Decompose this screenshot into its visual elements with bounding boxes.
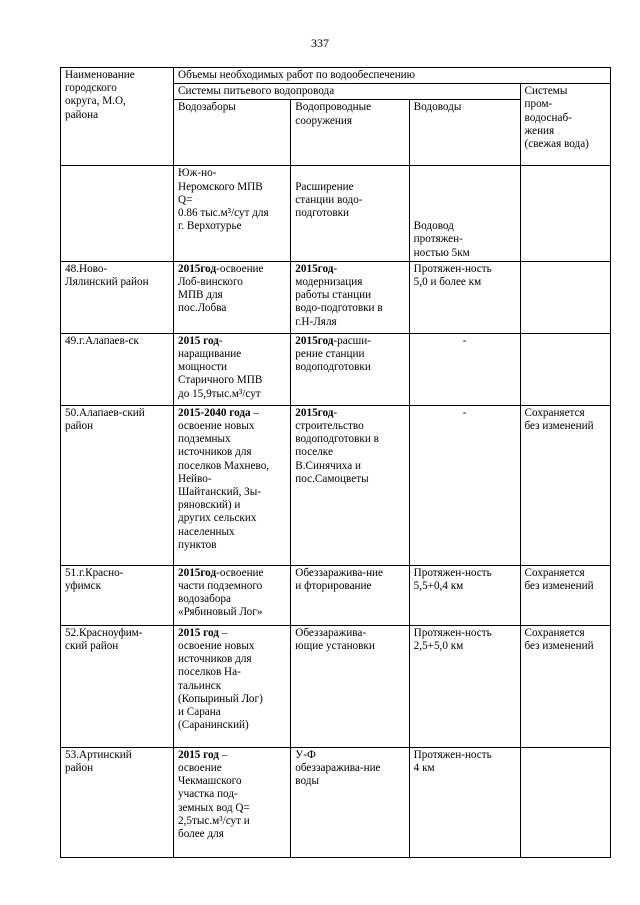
conduit-cell: Водовод протяжен- ностью 5км <box>409 166 520 261</box>
table-row <box>61 405 611 565</box>
intake-cell: 2015год-освоение части подземного водозабора «Рябиновый Лог» <box>174 565 291 625</box>
header-industrial-water: Системы пром- водоснаб- жения (свежая вода) <box>520 84 610 166</box>
conduit-cell: Протяжен-ность 2,5+5,0 км <box>409 625 520 747</box>
table-row <box>61 565 611 625</box>
intake-cell: 2015 год – освоение Чекмашского участка под- земных вод Q= 2,5тыс.м³/сут и более для <box>174 747 291 857</box>
district-name: 52.Красноуфим- ский район <box>61 625 174 747</box>
facility-cell: У-Ф обеззаражива-ние воды <box>291 747 409 857</box>
industrial-cell: Сохраняется без изменений <box>520 405 610 565</box>
header-row-1 <box>61 68 611 84</box>
table-body <box>61 166 611 857</box>
conduit-cell: Протяжен-ность 4 км <box>409 747 520 857</box>
table-row <box>61 261 611 333</box>
conduit-cell: Протяжен-ность 5,5+0,4 км <box>409 565 520 625</box>
industrial-cell <box>520 333 610 405</box>
table-row <box>61 333 611 405</box>
industrial-cell <box>520 166 610 261</box>
table-row <box>61 747 611 857</box>
table-row <box>61 625 611 747</box>
facility-cell: Обеззаражива- ющие установки <box>291 625 409 747</box>
district-name: 50.Алапаев-ский район <box>61 405 174 565</box>
header-district: Наименование городского округа, М.О, района <box>61 68 174 166</box>
facility-cell: 2015год- модернизация работы станции водо-подготовки в г.Н-Ляля <box>291 261 409 333</box>
industrial-cell <box>520 747 610 857</box>
table-row <box>61 166 611 261</box>
facility-cell: Обеззаражива-ние и фторирование <box>291 565 409 625</box>
page-number: 337 <box>311 36 329 50</box>
intake-cell: 2015 год – освоение новых источников для поселков На- тальинск (Копыриный Лог) и Сарана (Саранинский) <box>174 625 291 747</box>
industrial-cell: Сохраняется без изменений <box>520 565 610 625</box>
conduit-cell: Протяжен-ность 5,0 и более км <box>409 261 520 333</box>
facility-cell: Расширение станции водо- подготовки <box>291 166 409 261</box>
conduit-cell: - <box>409 405 520 565</box>
header-facilities: Водопроводные сооружения <box>291 100 409 166</box>
district-name: 51.г.Красно- уфимск <box>61 565 174 625</box>
header-works-volume: Объемы необходимых работ по водообеспечению <box>174 68 611 84</box>
intake-cell: 2015 год- наращивание мощности Старичного МПВ до 15,9тыс.м³/сут <box>174 333 291 405</box>
header-drinking-water: Системы питьевого водопровода <box>174 84 521 100</box>
district-name: 53.Артинский район <box>61 747 174 857</box>
district-name: 48.Ново- Лялинский район <box>61 261 174 333</box>
district-name <box>61 166 174 261</box>
header-conduits: Водоводы <box>409 100 520 166</box>
facility-cell: 2015год- строительство водоподготовки в поселке В.Синячиха и пос.Самоцветы <box>291 405 409 565</box>
conduit-cell: - <box>409 333 520 405</box>
district-name: 49.г.Алапаев-ск <box>61 333 174 405</box>
intake-cell: Юж-но- Неромского МПВ Q= 0.86 тыс.м³/сут для г. Верхотурье <box>174 166 291 261</box>
water-supply-table <box>60 67 611 858</box>
industrial-cell: Сохраняется без изменений <box>520 625 610 747</box>
intake-cell: 2015-2040 года – освоение новых подземных источников для поселков Махнево, Нейво- Шайтанский, Зы- ряновский) и других сельских населенных пунктов <box>174 405 291 565</box>
industrial-cell <box>520 261 610 333</box>
facility-cell: 2015год-расши- рение станции водоподготовки <box>291 333 409 405</box>
header-intakes: Водозаборы <box>174 100 291 166</box>
intake-cell: 2015год-освоение Лоб-винского МПВ для пос.Лобва <box>174 261 291 333</box>
